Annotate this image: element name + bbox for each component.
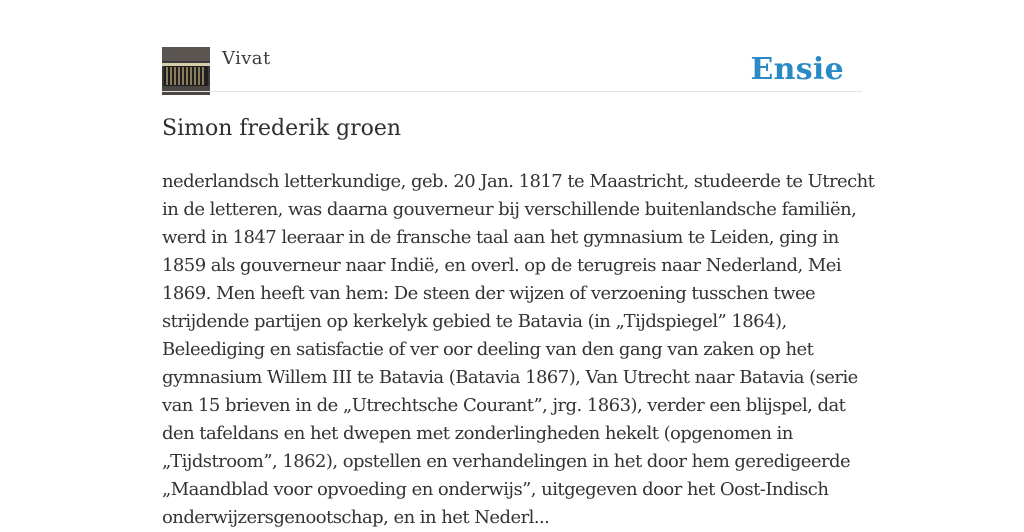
article-title: Simon frederik groen: [162, 116, 402, 141]
bookshelf-image: [162, 47, 210, 95]
body-line: in de letteren, was daarna gouverneur bij verschillende buitenlandsche familiën,: [162, 199, 857, 220]
body-line: 1859 als gouverneur naar Indië, en overl. op de terugreis naar Nederland, Mei: [162, 255, 842, 276]
body-line: werd in 1847 leeraar in de fransche taal aan het gymnasium te Leiden, ging in: [162, 227, 839, 248]
article-body: [162, 168, 875, 532]
body-line: Beleediging en satisfactie of ver oor deeling van den gang van zaken op het: [162, 339, 814, 360]
body-line: den tafeldans en het dwepen met zonderlingheden hekelt (opgenomen in: [162, 423, 793, 444]
body-line: „Tijdstroom”, 1862), opstellen en verhandelingen in het door hem geredigeerde: [162, 451, 851, 472]
body-line: strijdende partijen op kerkelyk gebied te Batavia (in „Tijdspiegel” 1864),: [162, 311, 787, 332]
brand-logo[interactable]: Ensie: [750, 52, 844, 87]
header: [162, 46, 862, 92]
body-line: van 15 brieven in de „Utrechtsche Courant”, jrg. 1863), verder een blijspel, dat: [162, 395, 846, 416]
author-avatar[interactable]: [162, 47, 210, 95]
body-line: onderwijzersgenootschap, en in het Nederl...: [162, 507, 550, 528]
author-name[interactable]: Vivat: [222, 48, 271, 69]
body-line: 1869. Men heeft van hem: De steen der wijzen of verzoening tusschen twee: [162, 283, 816, 304]
header-divider: [162, 91, 862, 92]
body-line: „Maandblad voor opvoeding en onderwijs”, uitgegeven door het Oost-Indisch: [162, 479, 829, 500]
body-line: nederlandsch letterkundige, geb. 20 Jan. 1817 te Maastricht, studeerde te Utrecht: [162, 171, 875, 192]
body-line: gymnasium Willem III te Batavia (Batavia 1867), Van Utrecht naar Batavia (serie: [162, 367, 858, 388]
